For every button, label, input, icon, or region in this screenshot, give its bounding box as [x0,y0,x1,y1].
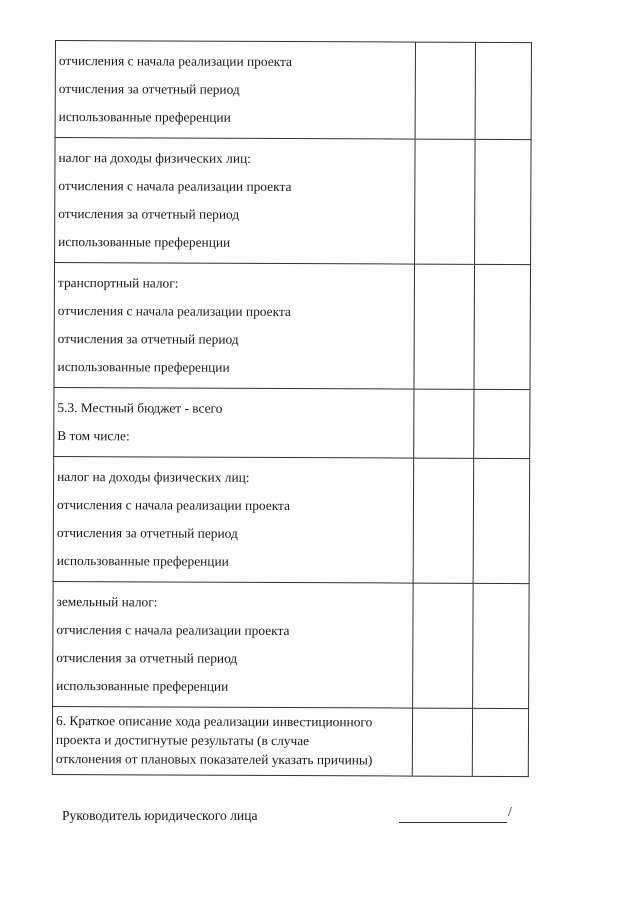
description-cell [52,706,412,776]
row-heading: транспортный налог: [57,275,179,291]
row-heading: налог на доходы физических лиц: [57,469,250,485]
row-line: отклонения от плановых показателей указать причины) [55,751,373,768]
value-cell [413,458,474,583]
table-row [55,138,532,265]
row-line: отчисления за отчетный период [56,650,238,666]
row-line: использованные преференции [56,678,229,694]
signatory-label: Руководитель юридического лица [62,808,258,823]
row-line: отчисления за отчетный период [58,206,240,222]
row-line: отчисления с начала реализации проекта [58,178,292,195]
table-row [55,41,531,140]
report-table [52,40,532,777]
value-cell [414,264,475,389]
table-row [53,456,530,583]
signature-slash: / [508,805,512,820]
row-line: В том числе: [57,428,130,444]
description-cell [53,456,414,583]
row-line: отчисления с начала реализации проекта [58,53,293,70]
row-heading: земельный налог: [56,594,158,610]
row-line: отчисления за отчетный период [57,331,239,347]
row-line: 6. Краткое описание хода реализации инвестиционного [55,713,373,730]
value-cell [474,264,531,389]
value-cell [473,458,530,583]
row-line: проекта и достигнутые результаты (в случае [55,732,310,749]
row-line: отчисления за отчетный период [58,81,240,97]
row-line: отчисления с начала реализации проекта [56,497,291,514]
value-cell [472,708,528,776]
value-cell [414,389,474,458]
description-cell [55,41,415,140]
row-line: использованные преференции [56,553,229,569]
row-heading: налог на доходы физических лиц: [58,150,251,166]
value-cell [473,583,530,708]
value-cell [413,583,474,708]
row-line: использованные преференции [58,109,231,125]
section-heading: 5.3. Местный бюджет - всего [57,400,223,416]
row-line: отчисления с начала реализации проекта [56,622,290,639]
description-cell [54,387,414,458]
value-cell [475,139,532,264]
table-row [54,263,531,390]
value-cell [475,42,531,139]
row-line: отчисления за отчетный период [56,525,238,541]
row-line: использованные преференции [58,234,231,250]
table-row [53,581,530,708]
description-cell [53,581,414,708]
table-row [52,706,528,776]
row-line: отчисления с начала реализации проекта [57,303,291,320]
row-line: использованные преференции [57,359,230,375]
table-row [54,387,530,458]
value-cell [415,139,476,264]
signature-line [399,822,507,823]
value-cell [415,42,475,139]
description-cell [54,263,415,390]
value-cell [474,389,530,458]
value-cell [412,708,472,776]
description-cell [55,138,416,265]
